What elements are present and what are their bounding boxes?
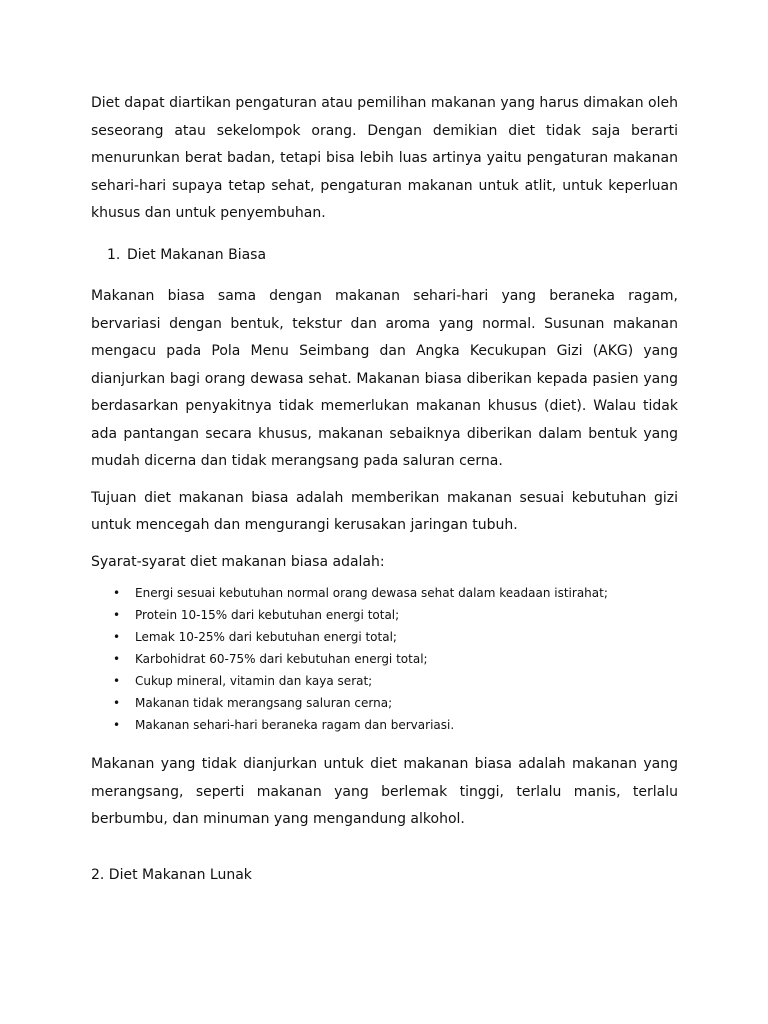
bullet-icon: • — [113, 586, 121, 600]
bullet-icon: • — [113, 674, 121, 688]
bullet-icon: • — [113, 718, 121, 732]
list-item: • Cukup mineral, vitamin dan kaya serat; — [91, 670, 678, 692]
section-1-title: Diet Makanan Biasa — [127, 246, 267, 263]
section-2-heading: 2. Diet Makanan Lunak — [91, 866, 252, 883]
section-1-paragraph-3: Makanan yang tidak dianjurkan untuk diet makanan biasa adalah makanan yang merangsang, seperti makanan yang berlemak tinggi, terlalu manis, terlalu berbumbu, dan minuman yang mengandung alkohol. — [91, 756, 678, 827]
section-1-paragraph-1: Makanan biasa sama dengan makanan sehari-hari yang beraneka ragam, bervariasi dengan bentuk, tekstur dan aroma yang normal. Susunan makanan mengacu pada Pola Menu Seimbang dan Angka Kecukupan Gizi (AKG) yang dianjurkan bagi orang dewasa sehat. Makanan biasa diberikan kepada pasien yang berdasarkan penyakitnya tidak memerlukan makanan khusus (diet). Walau tidak ada pantangan secara khusus, makanan sebaiknya diberikan dalam bentuk yang mudah dicerna dan tidak merangsang pada saluran cerna. — [91, 288, 678, 469]
bullet-icon: • — [113, 608, 121, 622]
list-item: • Makanan sehari-hari beraneka ragam dan bervariasi. — [91, 714, 678, 736]
section-1-number: 1. — [107, 246, 121, 263]
list-item: • Karbohidrat 60-75% dari kebutuhan energi total; — [91, 648, 678, 670]
list-item: • Makanan tidak merangsang saluran cerna; — [91, 692, 678, 714]
list-item: • Protein 10-15% dari kebutuhan energi total; — [91, 604, 678, 626]
section-1-paragraph-2: Tujuan diet makanan biasa adalah memberikan makanan sesuai kebutuhan gizi untuk mencegah dan mengurangi kerusakan jaringan tubuh. — [91, 489, 678, 533]
list-item: • Lemak 10-25% dari kebutuhan energi total; — [91, 626, 678, 648]
section-1-heading — [91, 242, 678, 270]
requirements-intro: Syarat-syarat diet makanan biasa adalah: — [91, 553, 385, 570]
document-page — [91, 90, 678, 889]
requirements-list — [91, 582, 678, 736]
intro-paragraph: Diet dapat diartikan pengaturan atau pemilihan makanan yang harus dimakan oleh seseorang atau sekelompok orang. Dengan demikian diet tidak saja berarti menurunkan berat badan, tetapi bisa lebih luas artinya yaitu pengaturan makanan sehari-hari supaya tetap sehat, pengaturan makanan untuk atlit, untuk keperluan khusus dan untuk penyembuhan. — [91, 95, 678, 221]
bullet-icon: • — [113, 652, 121, 666]
bullet-icon: • — [113, 696, 121, 710]
bullet-icon: • — [113, 630, 121, 644]
list-item: • Energi sesuai kebutuhan normal orang dewasa sehat dalam keadaan istirahat; — [91, 582, 678, 604]
